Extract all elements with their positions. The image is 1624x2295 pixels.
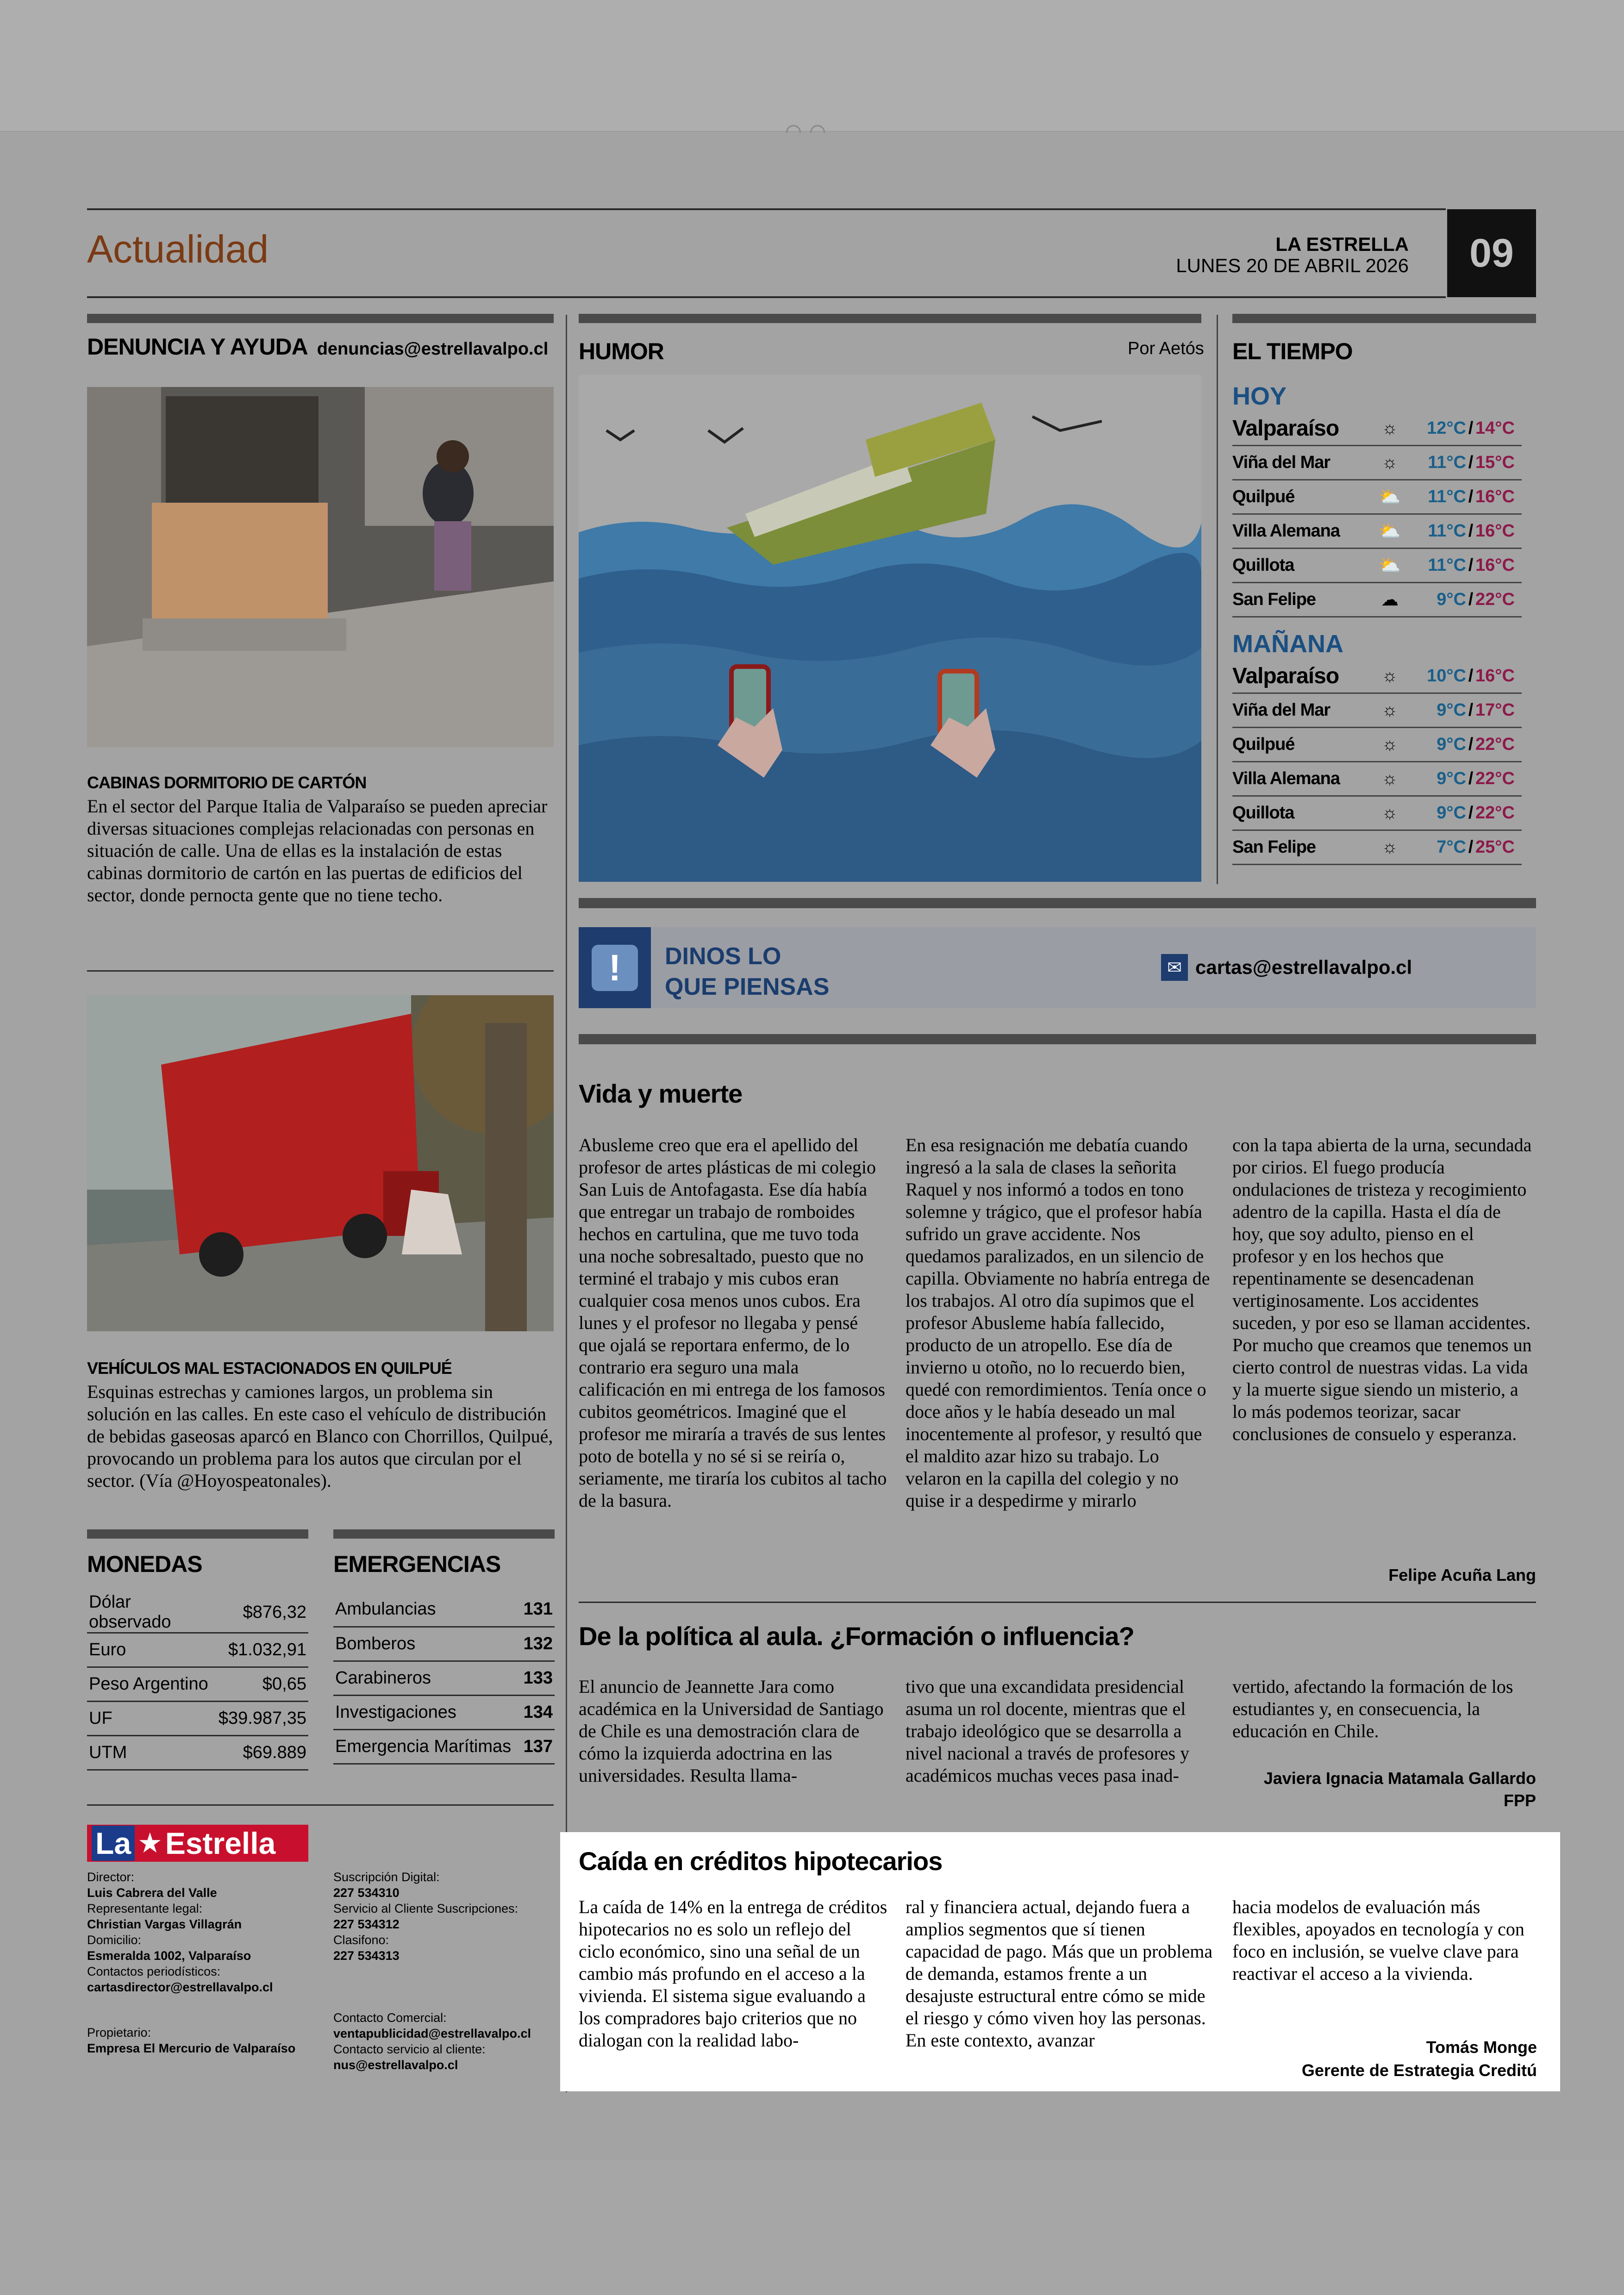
signature-name: Javiera Ignacia Matamala Gallardo xyxy=(1263,1769,1536,1788)
hoy-label: HOY xyxy=(1232,382,1287,410)
humor-author: Por Aetós xyxy=(1128,339,1204,358)
dinos-line2: QUE PIENSAS xyxy=(665,973,830,1000)
temp-low: 11°C xyxy=(1428,521,1466,541)
table-row xyxy=(333,1695,555,1729)
letter-column: Abusleme creo que era el apellido del profesor de artes plásticas de mi colegio San Luis de Antofagasta. Ese día había que entregar un trabajo de romboides hechos en cartulina, que me tuvo toda una noche sobresaltado, puesto que no terminé el trabajo y mis cubos eran cualquier cosa menos unos cubos. Era lunes y el profesor no llegaba y pensé que ojalá se reportara enfermo, de lo contrario era seguro una mala calificación en mi entrega de los famosos cubitos geométricos. Imaginé que el profesor me miraría a través de sus lentes poto de botella y no sé si se reiría o, seriamente, me tiraría los cubitos al tacho de la basura. xyxy=(579,1135,887,1511)
page-number: 09 xyxy=(1447,209,1536,297)
table-row xyxy=(87,1702,308,1736)
weather-row xyxy=(1232,660,1522,694)
column-bar xyxy=(579,1034,1536,1044)
weather-row xyxy=(1232,515,1522,549)
emergencias-table xyxy=(333,1592,555,1765)
speech-bubble-icon: ! xyxy=(579,927,651,1008)
temp-separator: / xyxy=(1468,837,1474,857)
table-row xyxy=(333,1661,555,1695)
staff-value: 227 534313 xyxy=(333,1949,400,1963)
staff-label: Director: xyxy=(87,1870,135,1884)
sun-cloud-icon: ☼ xyxy=(1381,418,1398,438)
cardboard-cabin-photo xyxy=(87,387,554,747)
sun-icon: ☼ xyxy=(1381,666,1398,686)
logo-estrella: Estrella xyxy=(165,1826,276,1860)
divider xyxy=(579,1602,1536,1603)
temp-high: 15°C xyxy=(1475,453,1515,472)
temp-low: 9°C xyxy=(1437,803,1466,823)
weather-row xyxy=(1232,797,1522,831)
temp-low: 9°C xyxy=(1437,735,1466,754)
staff-value: Esmeralda 1002, Valparaíso xyxy=(87,1949,251,1963)
photo1-text: En el sector del Parque Italia de Valparaíso se pueden apreciar diversas situaciones complejas relacionadas con personas en situación de calle. Una de ellas es la instalación de estas cabinas dormitorio de cartón en las puertas de edificios del sector, donde pernocta gente que no tiene techo. xyxy=(87,796,548,905)
column-bar xyxy=(333,1529,555,1539)
table-row xyxy=(333,1592,555,1627)
signature-name: Tomás Monge xyxy=(1426,2038,1537,2057)
temp-separator: / xyxy=(1468,590,1474,609)
temp-separator: / xyxy=(1468,418,1474,438)
dinos-banner xyxy=(579,927,1536,1008)
staff-label: Contactos periodísticos: xyxy=(87,1964,221,1978)
header-bottom-rule xyxy=(87,296,1446,298)
dinos-contact[interactable] xyxy=(1161,954,1412,981)
weather-row xyxy=(1232,480,1522,515)
parked-truck-photo xyxy=(87,995,554,1331)
sun-icon: ☼ xyxy=(1381,735,1398,754)
street-truck-illustration xyxy=(87,995,554,1331)
letter-column: hacia modelos de evaluación más flexibles, apoyados en tecnología y con foco en inclusión, se vuelve clave para reactivar el acceso a la vivienda. xyxy=(1232,1896,1524,1984)
signature-affiliation: Gerente de Estrategia Creditú xyxy=(1301,2061,1537,2080)
currency-name: Dólar observado xyxy=(87,1592,217,1633)
temp-separator: / xyxy=(1468,700,1474,720)
temp-low: 11°C xyxy=(1428,555,1466,575)
temp-low: 10°C xyxy=(1427,666,1466,686)
letter-title: De la política al aula. ¿Formación o influencia? xyxy=(579,1621,1134,1651)
temp-high: 16°C xyxy=(1475,521,1515,541)
service-number: 134 xyxy=(520,1695,555,1729)
temp-low: 9°C xyxy=(1437,700,1466,720)
staff-label: Contacto Comercial: xyxy=(333,2011,447,2025)
star-icon: ★ xyxy=(137,1827,162,1858)
table-row xyxy=(87,1633,308,1667)
temp-separator: / xyxy=(1468,521,1474,541)
staff-label: Clasifono: xyxy=(333,1933,389,1947)
dinos-line1: DINOS LO xyxy=(665,943,781,970)
staff-label: Servicio al Cliente Suscripciones: xyxy=(333,1902,518,1915)
table-row xyxy=(87,1736,308,1770)
currency-value: $876,32 xyxy=(217,1592,308,1633)
photo2-text: Esquinas estrechas y camiones largos, un problema sin solución en las calles. En este caso el vehículo de distribución de bebidas gaseosas aparcó en Blanco con Chorrillos, Quilpué, provocando un problema para los autos que circulan por el sector. (Vía @Hoyospeatonales). xyxy=(87,1381,553,1491)
staff-right xyxy=(333,1869,556,2073)
weather-row xyxy=(1232,412,1522,446)
mail-icon: ✉ xyxy=(1161,954,1188,981)
issue-date: LUNES 20 DE ABRIL 2026 xyxy=(1176,255,1409,276)
temp-high: 22°C xyxy=(1475,803,1515,823)
temp-separator: / xyxy=(1468,453,1474,472)
denuncia-title: DENUNCIA Y AYUDA xyxy=(87,334,308,360)
column-bar xyxy=(579,314,1201,323)
viewer-top-bar xyxy=(0,0,1624,132)
partly-cloudy-icon: ⛅ xyxy=(1379,521,1401,541)
monedas-title: MONEDAS xyxy=(87,1551,202,1577)
city-name: Quilpué xyxy=(1232,487,1295,506)
weather-row xyxy=(1232,694,1522,728)
city-name: San Felipe xyxy=(1232,590,1316,609)
masthead xyxy=(1176,234,1409,276)
photo1-caption: CABINAS DORMITORIO DE CARTÓN xyxy=(87,773,367,792)
service-number: 137 xyxy=(520,1729,555,1764)
currency-value: $1.032,91 xyxy=(217,1633,308,1667)
temp-low: 9°C xyxy=(1437,590,1466,609)
temp-high: 17°C xyxy=(1475,700,1515,720)
service-number: 132 xyxy=(520,1627,555,1661)
street-scene-illustration xyxy=(87,387,554,747)
temp-high: 22°C xyxy=(1475,769,1515,788)
staff-label: Contacto servicio al cliente: xyxy=(333,2042,486,2056)
temp-separator: / xyxy=(1468,735,1474,754)
service-name: Investigaciones xyxy=(333,1695,520,1729)
letter-signature: Felipe Acuña Lang xyxy=(1388,1565,1536,1584)
temp-high: 22°C xyxy=(1475,735,1515,754)
sinking-ship-cartoon xyxy=(579,375,1201,882)
staff-left xyxy=(87,1869,328,2056)
divider xyxy=(87,1804,554,1806)
column-bar xyxy=(1232,314,1536,323)
staff-value: 227 534312 xyxy=(333,1917,400,1931)
denuncia-email[interactable]: denuncias@estrellavalpo.cl xyxy=(317,339,549,359)
column-bar xyxy=(87,314,554,323)
service-name: Carabineros xyxy=(333,1661,520,1695)
staff-label: Representante legal: xyxy=(87,1902,203,1915)
cartoon xyxy=(579,375,1201,882)
staff-value[interactable]: cartasdirector@estrellavalpo.cl xyxy=(87,1980,273,1994)
letter-signature xyxy=(1302,2036,1537,2082)
currency-value: $0,65 xyxy=(217,1667,308,1702)
city-name: Valparaíso xyxy=(1232,416,1339,441)
hoy-forecast xyxy=(1232,412,1522,617)
city-name: Villa Alemana xyxy=(1232,521,1340,541)
sun-icon: ☼ xyxy=(1381,803,1398,823)
signature-affiliation: FPP xyxy=(1503,1791,1536,1810)
currency-value: $39.987,35 xyxy=(217,1702,308,1736)
temp-low: 7°C xyxy=(1437,837,1466,857)
temp-low: 11°C xyxy=(1428,453,1466,472)
humor-title: HUMOR xyxy=(579,338,664,364)
currency-value: $69.889 xyxy=(217,1736,308,1770)
city-name: Villa Alemana xyxy=(1232,769,1340,788)
sun-icon: ☼ xyxy=(1381,453,1398,472)
temp-low: 9°C xyxy=(1437,769,1466,788)
currency-name: UTM xyxy=(87,1736,217,1770)
city-name: Viña del Mar xyxy=(1232,700,1330,720)
denuncia-header xyxy=(87,333,555,360)
partly-cloudy-icon: ⛅ xyxy=(1379,555,1401,575)
city-name: Valparaíso xyxy=(1232,664,1339,688)
highlighted-letter[interactable] xyxy=(560,1832,1560,2091)
weather-row xyxy=(1232,728,1522,762)
city-name: Quillota xyxy=(1232,555,1294,575)
letter-column: La caída de 14% en la entrega de créditos hipotecarios no es solo un reflejo del ciclo económico, sino una señal de un cambio más profundo en el acceso a la vivienda. El sistema sigue evaluando a los compradores bajo criterios que no dialogan con la realidad labo- xyxy=(579,1896,887,2051)
temp-separator: / xyxy=(1468,487,1474,506)
letter-column: ral y financiera actual, dejando fuera a amplios segmentos que sí tienen capacidad de pago. Más que un problema de demanda, estamos frente a un desajuste estructural entre cómo se mide el riesgo y cómo viven hoy las personas. En este contexto, avanzar xyxy=(906,1896,1213,2051)
sun-icon: ☼ xyxy=(1381,769,1398,788)
staff-value: Luis Cabrera del Valle xyxy=(87,1886,217,1900)
currency-name: Peso Argentino xyxy=(87,1667,217,1702)
temp-high: 25°C xyxy=(1475,837,1515,857)
manana-label: MAÑANA xyxy=(1232,630,1343,658)
staff-value: Christian Vargas Villagrán xyxy=(87,1917,242,1931)
letter-column: vertido, afectando la formación de los estudiantes y, en consecuencia, la educación en Chile. xyxy=(1232,1676,1513,1741)
header-top-rule xyxy=(87,208,1446,210)
letter-column: con la tapa abierta de la urna, secundada por cirios. El fuego producía ondulaciones de tristeza y recogimiento adentro de la capilla. Hasta el día de hoy, que soy adulto, pienso en el profesor y en los hechos que repentinamente se desencadenan vertiginosamente. Los accidentes suceden, y por eso se llaman accidentes. Por mucho que creamos que tenemos un cierto control de nuestras vidas. La vida y la muerte sigue siendo un misterio, a lo más podemos teorizar, sacar conclusiones de consuelo y esperanza. xyxy=(1232,1135,1532,1444)
table-row xyxy=(333,1729,555,1764)
emergencias-title: EMERGENCIAS xyxy=(333,1551,501,1577)
cloud-sun-icon: ☁ xyxy=(1381,590,1399,610)
letter-title: Caída en créditos hipotecarios xyxy=(579,1846,943,1876)
letter-column: tivo que una excandidata presidencial asuma un rol docente, mientras que el trabajo ideológico que se desarrolla a nivel nacional a través de profesores y académicos muchas veces pasa inad- xyxy=(906,1676,1190,1786)
column-separator xyxy=(566,315,567,2092)
temp-high: 16°C xyxy=(1475,555,1515,575)
table-row xyxy=(87,1667,308,1702)
letter-column: En esa resignación me debatía cuando ingresó a la sala de clases la señorita Raquel y nos informó a todos en tono solemne y trágico, que el profesor había sufrido un grave accidente. Nos quedamos paralizados, en un silencio de capilla. Obviamente no habría entrega de los trabajos. Al otro día supimos que el profesor Abusleme había fallecido, producto de un atropello. Ese día de invierno u otoño, no lo recuerdo bien, quedé con remordimientos. Tenía once o doce años y le había deseado un mal inocentemente al profesor, y resultó que el maldito azar hizo su trabajo. Lo velaron en la capilla del colegio y no quise ir a despedirme y mirarlo xyxy=(906,1135,1210,1511)
photo2-caption: VEHÍCULOS MAL ESTACIONADOS EN QUILPUÉ xyxy=(87,1359,452,1378)
service-name: Emergencia Marítimas xyxy=(333,1729,520,1764)
temp-separator: / xyxy=(1468,666,1474,686)
dinos-text xyxy=(665,941,829,1002)
service-name: Bomberos xyxy=(333,1627,520,1661)
divider xyxy=(87,970,554,972)
tiempo-title: EL TIEMPO xyxy=(1232,338,1353,364)
staff-label: Propietario: xyxy=(87,2026,151,2039)
temp-separator: / xyxy=(1468,555,1474,575)
section-title: Actualidad xyxy=(87,227,269,271)
city-name: San Felipe xyxy=(1232,837,1316,857)
letter-title: Vida y muerte xyxy=(579,1079,743,1108)
viewer-bottom-area xyxy=(0,2160,1624,2295)
letter-column: El anuncio de Jeannette Jara como académica en la Universidad de Santiago de Chile es una demostración clara de cómo la izquierda adoctrina en las universidades. Resulta llama- xyxy=(579,1676,884,1786)
weather-row xyxy=(1232,446,1522,480)
column-bar xyxy=(579,898,1536,908)
dinos-email[interactable]: cartas@estrellavalpo.cl xyxy=(1195,956,1412,978)
city-name: Quillota xyxy=(1232,803,1294,823)
weather-row xyxy=(1232,549,1522,583)
sun-icon: ☼ xyxy=(1381,700,1398,720)
service-name: Ambulancias xyxy=(333,1592,520,1627)
city-name: Viña del Mar xyxy=(1232,453,1330,472)
temp-high: 22°C xyxy=(1475,590,1515,609)
staff-label: Suscripción Digital: xyxy=(333,1870,440,1884)
currency-name: Euro xyxy=(87,1633,217,1667)
staff-value[interactable]: ventapublicidad@estrellavalpo.cl xyxy=(333,2027,531,2040)
column-bar xyxy=(87,1529,308,1539)
temp-low: 12°C xyxy=(1427,418,1466,438)
monedas-table xyxy=(87,1592,308,1771)
column-separator xyxy=(1217,315,1218,884)
sun-icon: ☼ xyxy=(1381,837,1398,857)
temp-separator: / xyxy=(1468,803,1474,823)
weather-row xyxy=(1232,831,1522,865)
temp-high: 14°C xyxy=(1475,418,1515,438)
weather-row xyxy=(1232,762,1522,797)
partly-cloudy-icon: ⛅ xyxy=(1379,487,1401,507)
paper-name: LA ESTRELLA xyxy=(1275,233,1409,255)
temp-separator: / xyxy=(1468,769,1474,788)
staff-value: 227 534310 xyxy=(333,1886,400,1900)
service-number: 133 xyxy=(520,1661,555,1695)
staff-value: Empresa El Mercurio de Valparaíso xyxy=(87,2041,296,2055)
staff-value[interactable]: nus@estrellavalpo.cl xyxy=(333,2058,458,2072)
service-number: 131 xyxy=(520,1592,555,1627)
currency-name: UF xyxy=(87,1702,217,1736)
letter-signature xyxy=(1264,1767,1536,1812)
table-row xyxy=(333,1627,555,1661)
staff-label: Domicilio: xyxy=(87,1933,142,1947)
table-row xyxy=(87,1592,308,1633)
temp-low: 11°C xyxy=(1428,487,1466,506)
logo-la: La xyxy=(92,1826,135,1861)
manana-forecast xyxy=(1232,660,1522,865)
weather-row xyxy=(1232,583,1522,617)
city-name: Quilpué xyxy=(1232,735,1295,754)
temp-high: 16°C xyxy=(1475,487,1515,506)
estrella-logo xyxy=(87,1825,308,1862)
temp-high: 16°C xyxy=(1475,666,1515,686)
